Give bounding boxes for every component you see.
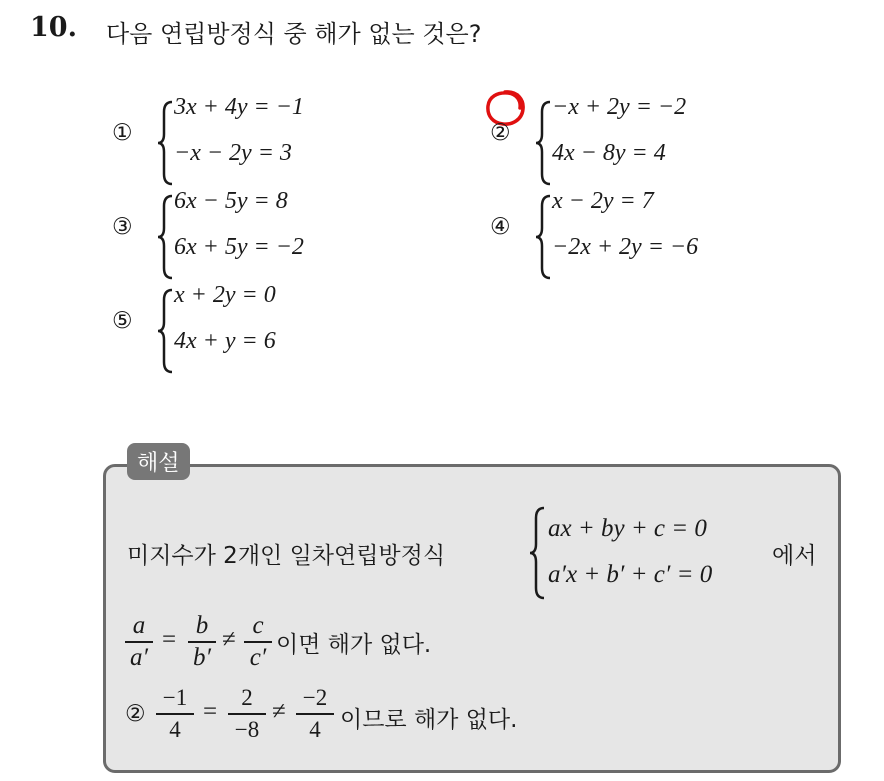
- choice-number: ②: [490, 120, 511, 146]
- example-label: ②: [125, 701, 146, 727]
- fraction-b: b b′: [188, 612, 216, 672]
- solution-tag: 해설: [127, 443, 190, 480]
- fraction-example-2: 2 −8: [228, 684, 266, 744]
- solution-intro-suffix: 에서: [772, 543, 817, 569]
- equation-1: 6x − 5y = 8: [174, 188, 288, 214]
- equation-1: −x + 2y = −2: [552, 94, 687, 120]
- fraction-example-3: −2 4: [296, 684, 334, 744]
- condition-suffix: 이면 해가 없다.: [276, 632, 432, 658]
- not-equal-sign: ≠: [272, 698, 286, 725]
- equals-sign: =: [162, 626, 177, 653]
- equals-sign: =: [203, 698, 218, 725]
- brace-icon: [156, 100, 174, 186]
- not-equal-sign: ≠: [222, 626, 236, 653]
- brace-icon: [156, 288, 174, 374]
- choice-number: ⑤: [112, 308, 133, 334]
- brace-icon: [534, 194, 552, 280]
- equation-1: x + 2y = 0: [174, 282, 276, 308]
- question-number: 10.: [30, 12, 77, 43]
- question-text: 다음 연립방정식 중 해가 없는 것은?: [106, 20, 482, 48]
- system-equation-2: a′x + b′ + c′ = 0: [548, 561, 713, 588]
- fraction-example-1: −1 4: [156, 684, 194, 744]
- equation-2: 4x + y = 6: [174, 328, 276, 354]
- equation-1: x − 2y = 7: [552, 188, 654, 214]
- brace-icon: [528, 506, 546, 600]
- choice-number: ①: [112, 120, 133, 146]
- choice-number: ③: [112, 214, 133, 240]
- brace-icon: [534, 100, 552, 186]
- equation-2: 4x − 8y = 4: [552, 140, 666, 166]
- equation-1: 3x + 4y = −1: [174, 94, 304, 120]
- system-equation-1: ax + by + c = 0: [548, 515, 707, 542]
- equation-2: −x − 2y = 3: [174, 140, 292, 166]
- equation-2: 6x + 5y = −2: [174, 234, 304, 260]
- choice-number: ④: [490, 214, 511, 240]
- equation-2: −2x + 2y = −6: [552, 234, 699, 260]
- example-suffix: 이므로 해가 없다.: [340, 707, 518, 733]
- fraction-c: c c′: [244, 612, 272, 672]
- fraction-a: a a′: [125, 612, 153, 672]
- brace-icon: [156, 194, 174, 280]
- solution-intro: 미지수가 2개인 일차연립방정식: [127, 543, 446, 569]
